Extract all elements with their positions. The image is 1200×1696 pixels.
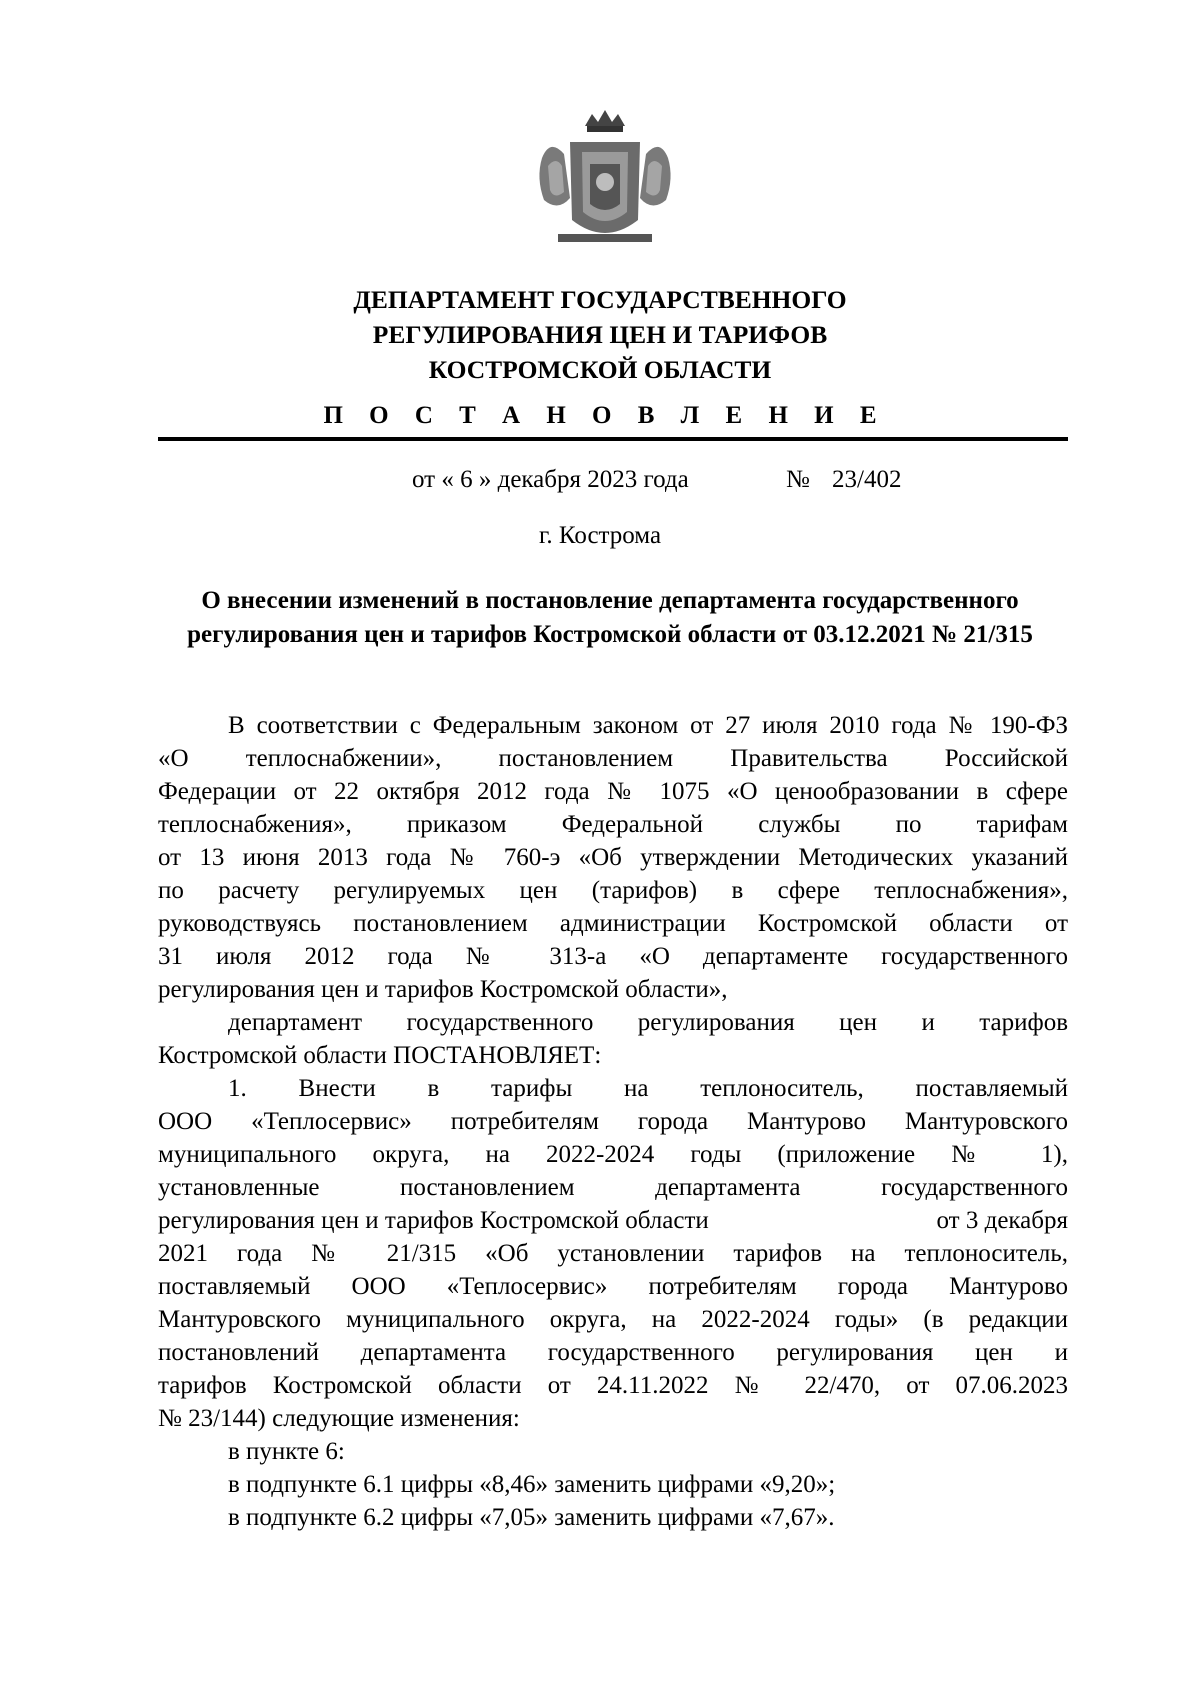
body-line: руководствуясь постановлением администрации Костромской области от (158, 910, 1068, 937)
body-line: ООО «Теплосервис» потребителям города Мантурово Мантуровского (158, 1108, 1068, 1135)
body-line: регулирования цен и тарифов Костромской области (158, 1207, 709, 1234)
body-line: муниципального округа, на 2022-2024 годы (приложение № 1), (158, 1141, 1068, 1168)
body-line: Мантуровского муниципального округа, на 2022-2024 годы» (в редакции (158, 1306, 1068, 1333)
body-line: в подпункте 6.1 цифры «8,46» заменить цифрами «9,20»; (228, 1471, 836, 1498)
body-line: регулирования цен и тарифов Костромской области», (158, 976, 728, 1003)
document-subject: О внесении изменений в постановление департамента государственного регулирования цен и тарифов Костромской области от 03.12.2021 № 21/315 (187, 587, 1033, 648)
body-line: Костромской области ПОСТАНОВЛЯЕТ: (158, 1042, 602, 1069)
body-line: теплоснабжения», приказом Федеральной службы по тарифам (158, 811, 1068, 838)
document-type-title: П О С Т А Н О В Л Е Н И Е (323, 402, 887, 429)
number-sign: № (786, 466, 810, 493)
body-line: поставляемый ООО «Теплосервис» потребителям города Мантурово (158, 1273, 1068, 1300)
department-name: ДЕПАРТАМЕНТ ГОСУДАРСТВЕННОГО РЕГУЛИРОВАНИЯ ЦЕН И ТАРИФОВ КОСТРОМСКОЙ ОБЛАСТИ (353, 285, 847, 384)
body-line: № 23/144) следующие изменения: (158, 1405, 520, 1432)
body-line: по расчету регулируемых цен (тарифов) в сфере теплоснабжения», (158, 877, 1068, 904)
body-line: от 3 декабря (936, 1207, 1068, 1234)
document-number: 23/402 (832, 466, 902, 493)
coat-of-arms-icon (530, 108, 680, 258)
document-date: от « 6 » декабря 2023 года (412, 466, 689, 493)
body-line: 1. Внести в тарифы на теплоноситель, поставляемый (228, 1075, 1068, 1102)
body-line: в пункте 6: (228, 1438, 345, 1465)
body-line: постановлений департамента государственного регулирования цен и (158, 1339, 1068, 1366)
body-line: В соответствии с Федеральным законом от 27 июля 2010 года № 190-ФЗ (228, 712, 1068, 739)
city: г. Кострома (538, 522, 662, 549)
body-line: от 13 июня 2013 года № 760-э «Об утверждении Методических указаний (158, 844, 1068, 871)
body-line: 2021 года № 21/315 «Об установлении тарифов на теплоноситель, (158, 1240, 1068, 1267)
body-line: установленные постановлением департамента государственного (158, 1174, 1068, 1201)
body-line: Федерации от 22 октября 2012 года № 1075 «О ценообразовании в сфере (158, 778, 1068, 805)
body-line: департамент государственного регулирования цен и тарифов (228, 1009, 1068, 1036)
body-line: тарифов Костромской области от 24.11.2022 № 22/470, от 07.06.2023 (158, 1372, 1068, 1399)
body-line: «О теплоснабжении», постановлением Правительства Российской (158, 745, 1068, 772)
body-line: 31 июля 2012 года № 313-а «О департаменте государственного (158, 943, 1068, 970)
header-divider (158, 437, 1068, 441)
body-line: в подпункте 6.2 цифры «7,05» заменить цифрами «7,67». (228, 1504, 835, 1531)
